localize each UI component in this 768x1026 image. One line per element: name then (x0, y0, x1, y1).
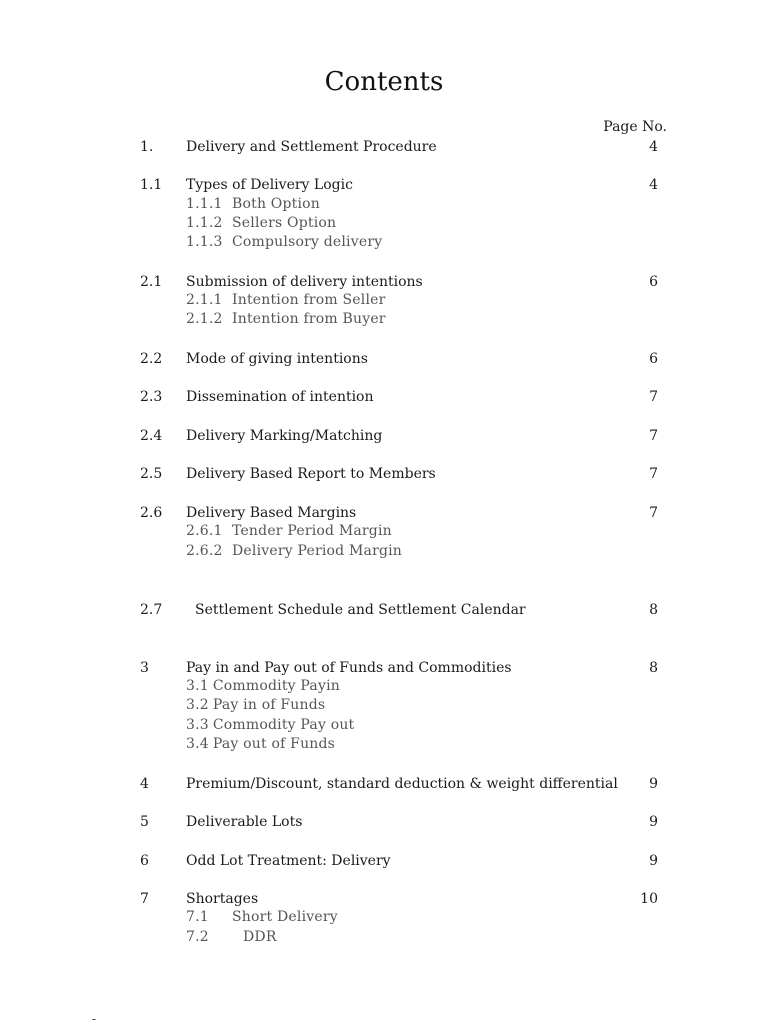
toc-entry-page: 9 (649, 853, 658, 869)
toc-entry-number: 2.7 (140, 602, 163, 618)
footer-mark: - (92, 1012, 97, 1026)
toc-entry-title: Deliverable Lots (186, 814, 303, 830)
page-no-column-header: Page No. (603, 119, 667, 135)
toc-subentry (186, 716, 354, 735)
toc-subentry-number: 1.1.1 (186, 196, 223, 212)
toc-subentry-title: Commodity Pay out (212, 717, 355, 733)
toc-subentry (186, 908, 338, 927)
toc-entry-page: 7 (649, 505, 658, 521)
toc-entry-title: Submission of delivery intentions (186, 274, 423, 290)
toc-subentry-title: Sellers Option (232, 215, 337, 231)
toc-subentry-number: 2.1.2 (186, 311, 223, 327)
toc-entry (0, 774, 768, 794)
toc-subentry-title: Short Delivery (232, 909, 338, 925)
toc-entry (0, 658, 768, 678)
toc-entry (0, 137, 768, 157)
toc-subentry-number: 3.3 (186, 717, 209, 733)
toc-subentry-number: 3.1 (186, 678, 209, 694)
toc-entry-page: 4 (649, 177, 658, 193)
toc-subentry (186, 696, 325, 715)
toc-entry (0, 600, 768, 620)
toc-entry-number: 1. (140, 139, 154, 155)
toc-entry-title: Odd Lot Treatment: Delivery (186, 853, 391, 869)
toc-subentry-number: 2.1.1 (186, 292, 223, 308)
toc-subentry-number: 1.1.3 (186, 234, 223, 250)
toc-subentry-title: DDR (243, 929, 277, 945)
toc-entry-page: 6 (649, 351, 658, 367)
toc-subentry-number: 2.6.2 (186, 543, 223, 559)
toc-entry-page: 9 (649, 814, 658, 830)
toc-entry-page: 7 (649, 428, 658, 444)
toc-entry-page: 6 (649, 274, 658, 290)
toc-entry (0, 889, 768, 909)
toc-entry (0, 503, 768, 523)
page-title: Contents (324, 67, 444, 97)
toc-subentry-number: 3.2 (186, 697, 209, 713)
toc-subentry-title: Pay in of Funds (212, 697, 326, 713)
toc-subentry-title: Pay out of Funds (212, 736, 336, 752)
toc-subentry (186, 214, 336, 233)
toc-entry (0, 387, 768, 407)
toc-entry-number: 2.3 (140, 389, 163, 405)
toc-entry-page: 7 (649, 389, 658, 405)
toc-entry-title: Delivery Based Report to Members (186, 466, 436, 482)
toc-entry-title: Premium/Discount, standard deduction & weight differential (186, 776, 618, 792)
toc-subentry-number: 3.4 (186, 736, 209, 752)
toc-entry-number: 2.5 (140, 466, 163, 482)
toc-entry-number: 2.4 (140, 428, 163, 444)
toc-subentry-number: 1.1.2 (186, 215, 223, 231)
toc-entry-number: 2.2 (140, 351, 163, 367)
toc-entry-page: 8 (649, 602, 658, 618)
toc-entry-number: 5 (140, 814, 149, 830)
toc-subentry (186, 522, 392, 541)
toc-subentry (186, 233, 382, 252)
toc-entry-number: 2.1 (140, 274, 163, 290)
toc-entry-page: 7 (649, 466, 658, 482)
toc-entry-number: 2.6 (140, 505, 163, 521)
toc-subentry-number: 2.6.1 (186, 523, 223, 539)
toc-subentry (186, 195, 320, 214)
toc-entry-page: 4 (649, 139, 658, 155)
toc-subentry-title: Delivery Period Margin (232, 543, 403, 559)
toc-subentry (186, 928, 277, 947)
toc-entry (0, 272, 768, 292)
toc-entry (0, 851, 768, 871)
toc-subentry-title: Commodity Payin (212, 678, 340, 694)
toc-subentry-title: Both Option (232, 196, 320, 212)
toc-entry (0, 349, 768, 369)
toc-entry (0, 426, 768, 446)
toc-entry (0, 812, 768, 832)
toc-entry-title: Delivery and Settlement Procedure (186, 139, 437, 155)
toc-subentry (186, 291, 386, 310)
toc-entry-page: 10 (640, 891, 658, 907)
toc-subentry-title: Intention from Seller (232, 292, 386, 308)
toc-entry-page: 8 (649, 660, 658, 676)
toc-subentry (186, 735, 335, 754)
toc-entry-number: 1.1 (140, 177, 163, 193)
toc-subentry-number: 7.2 (186, 929, 209, 945)
toc-entry-page: 9 (649, 776, 658, 792)
toc-entry (0, 464, 768, 484)
toc-subentry-title: Intention from Buyer (232, 311, 386, 327)
toc-subentry-title: Tender Period Margin (232, 523, 392, 539)
toc-entry-title: Shortages (186, 891, 259, 907)
toc-entry-number: 4 (140, 776, 149, 792)
toc-subentry-number: 7.1 (186, 909, 209, 925)
toc-entry-title: Delivery Based Margins (186, 505, 357, 521)
toc-entry-number: 6 (140, 853, 149, 869)
toc-subentry-title: Compulsory delivery (232, 234, 383, 250)
toc-entry-title: Pay in and Pay out of Funds and Commodities (186, 660, 512, 676)
toc-entry-title: Dissemination of intention (186, 389, 374, 405)
toc-subentry (186, 542, 402, 561)
toc-entry-number: 7 (140, 891, 149, 907)
toc-entry-title: Mode of giving intentions (186, 351, 368, 367)
toc-entry (0, 175, 768, 195)
toc-subentry (186, 677, 340, 696)
toc-entry-number: 3 (140, 660, 149, 676)
toc-entry-title: Delivery Marking/Matching (186, 428, 383, 444)
toc-entry-title: Types of Delivery Logic (186, 177, 353, 193)
toc-entry-title: Settlement Schedule and Settlement Calendar (195, 602, 526, 618)
toc-subentry (186, 310, 386, 329)
